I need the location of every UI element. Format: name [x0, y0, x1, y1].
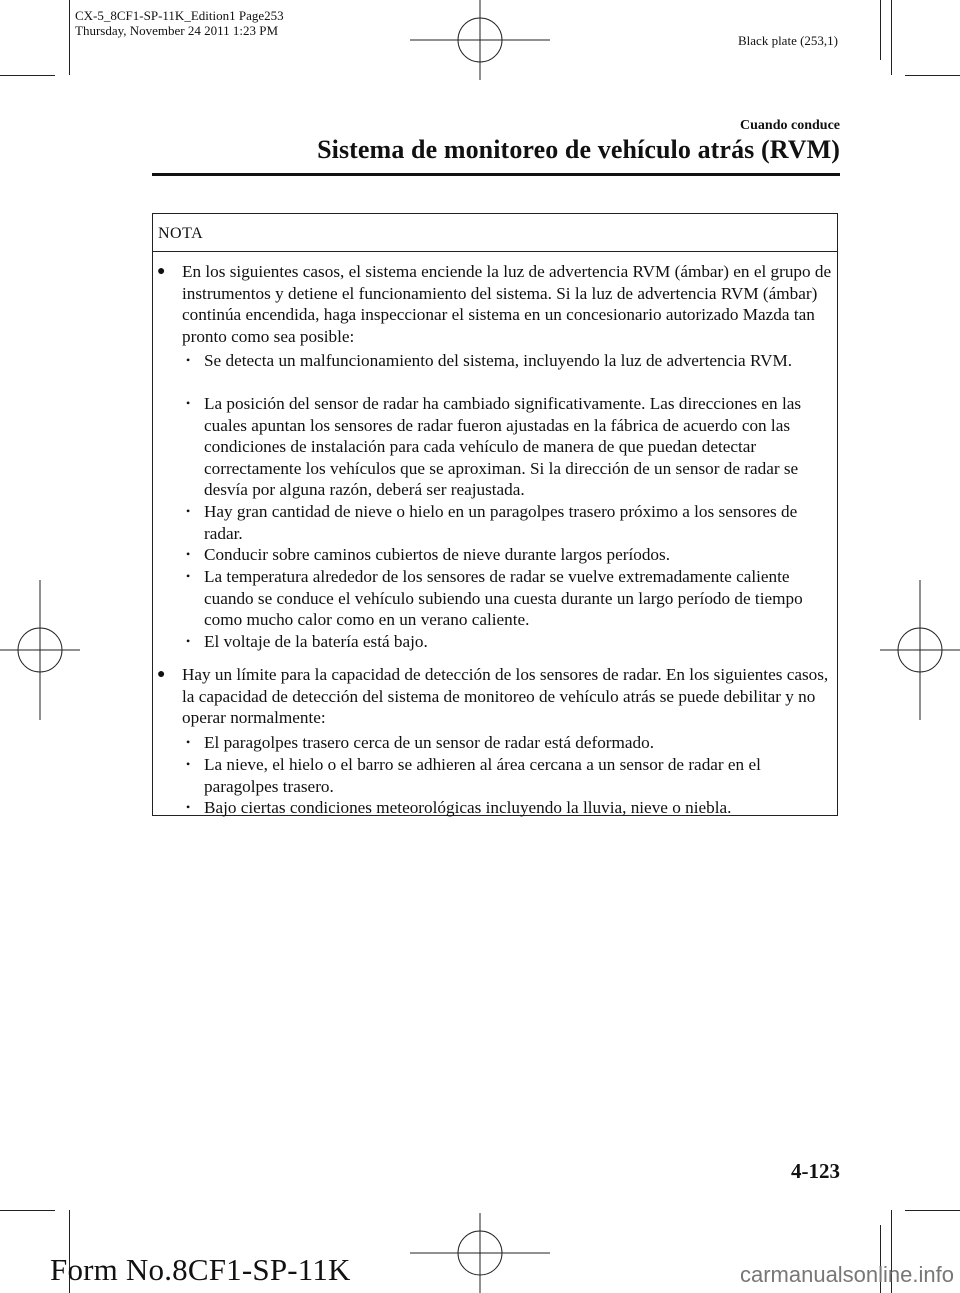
- crop-mark-top-right-horizontal: [905, 75, 960, 76]
- print-timestamp: Thursday, November 24 2011 1:23 PM: [75, 23, 279, 38]
- note-header: [153, 214, 837, 252]
- bullet-icon: ●: [157, 667, 166, 682]
- bullet-icon: •: [186, 757, 191, 771]
- registration-mark-bottom-icon: [410, 1213, 550, 1293]
- sub-list-item-text: El paragolpes trasero cerca de un sensor de radar está deformado.: [204, 733, 655, 752]
- note-body: [153, 252, 837, 815]
- list-item-text: En los siguientes casos, el sistema enciende la luz de advertencia RVM (ámbar) en el grupo de instrumentos y detiene el funcionamiento del sistema. Si la luz de advertencia RVM (ámbar) continúa encendida, haga inspeccionar el sistema en un concesionario autorizado Mazda tan pronto como sea posible:: [182, 262, 832, 346]
- plate-label: Black plate (253,1): [738, 33, 838, 48]
- sub-list-item-text: La posición del sensor de radar ha cambiado significativamente. Las direcciones en las cuales apuntan los sensores de radar fueron ajustadas en la fábrica de acuerdo con las condiciones de instalación para cada vehículo de manera de que puedan detectar correctamente los vehículos que se aproximan. Si la dirección de un sensor de radar se desvía por alguna razón, deberá ser reajustada.: [204, 394, 802, 500]
- bullet-icon: •: [186, 569, 191, 583]
- sub-list-item-text: Se detecta un malfuncionamiento del sistema, incluyendo la luz de advertencia RVM.: [204, 351, 793, 370]
- crop-mark-top-center-vertical: [880, 0, 881, 60]
- sub-list-item-text: Bajo ciertas condiciones meteorológicas incluyendo la lluvia, nieve o niebla.: [204, 798, 732, 817]
- sub-list-item-text: Conducir sobre caminos cubiertos de nieve durante largos períodos.: [204, 545, 671, 564]
- bullet-icon: •: [186, 396, 191, 410]
- sub-list-item-text: Hay gran cantidad de nieve o hielo en un paragolpes trasero próximo a los sensores de radar.: [204, 502, 798, 543]
- bullet-icon: •: [186, 353, 191, 367]
- note-label: NOTA: [158, 225, 204, 242]
- registration-mark-top-icon: [410, 0, 550, 80]
- page-number: 4-123: [791, 1159, 840, 1183]
- list-item-text: Hay un límite para la capacidad de detección de los sensores de radar. En los siguientes casos, la capacidad de detección del sistema de monitoreo de vehículo atrás se puede debilitar y no operar normalmente:: [182, 665, 829, 728]
- crop-mark-top-left-vertical: [69, 0, 70, 75]
- section-label: Cuando conduce: [740, 118, 840, 133]
- sub-list-item-text: El voltaje de la batería está bajo.: [204, 632, 428, 651]
- crop-mark-top-right-vertical: [891, 0, 892, 75]
- bullet-icon: •: [186, 547, 191, 561]
- title-rule: [152, 173, 840, 176]
- note-box: [152, 213, 838, 816]
- sub-list-item-text: La nieve, el hielo o el barro se adhieren al área cercana a un sensor de radar en el paragolpes trasero.: [204, 755, 761, 796]
- bullet-icon: •: [186, 735, 191, 749]
- watermark[interactable]: carmanualsonline.info: [739, 1262, 954, 1287]
- sub-list-item-text: La temperatura alrededor de los sensores de radar se vuelve extremadamente caliente cuando se conduce el vehículo subiendo una cuesta durante un largo período de tiempo como mucho calor como en un verano caliente.: [204, 567, 803, 630]
- bullet-icon: •: [186, 634, 191, 648]
- crop-mark-top-left-horizontal: [0, 75, 55, 76]
- registration-mark-left-icon: [0, 580, 80, 720]
- bullet-icon: ●: [157, 264, 166, 279]
- bullet-icon: •: [186, 800, 191, 814]
- registration-mark-right-icon: [880, 580, 960, 720]
- form-number: Form No.8CF1-SP-11K: [50, 1252, 351, 1287]
- page-title: Sistema de monitoreo de vehículo atrás (RVM): [317, 135, 840, 164]
- print-job-line: CX-5_8CF1-SP-11K_Edition1 Page253: [75, 8, 284, 23]
- crop-mark-bottom-right-horizontal: [905, 1210, 960, 1211]
- bullet-icon: •: [186, 504, 191, 518]
- crop-mark-bottom-left-horizontal: [0, 1210, 55, 1211]
